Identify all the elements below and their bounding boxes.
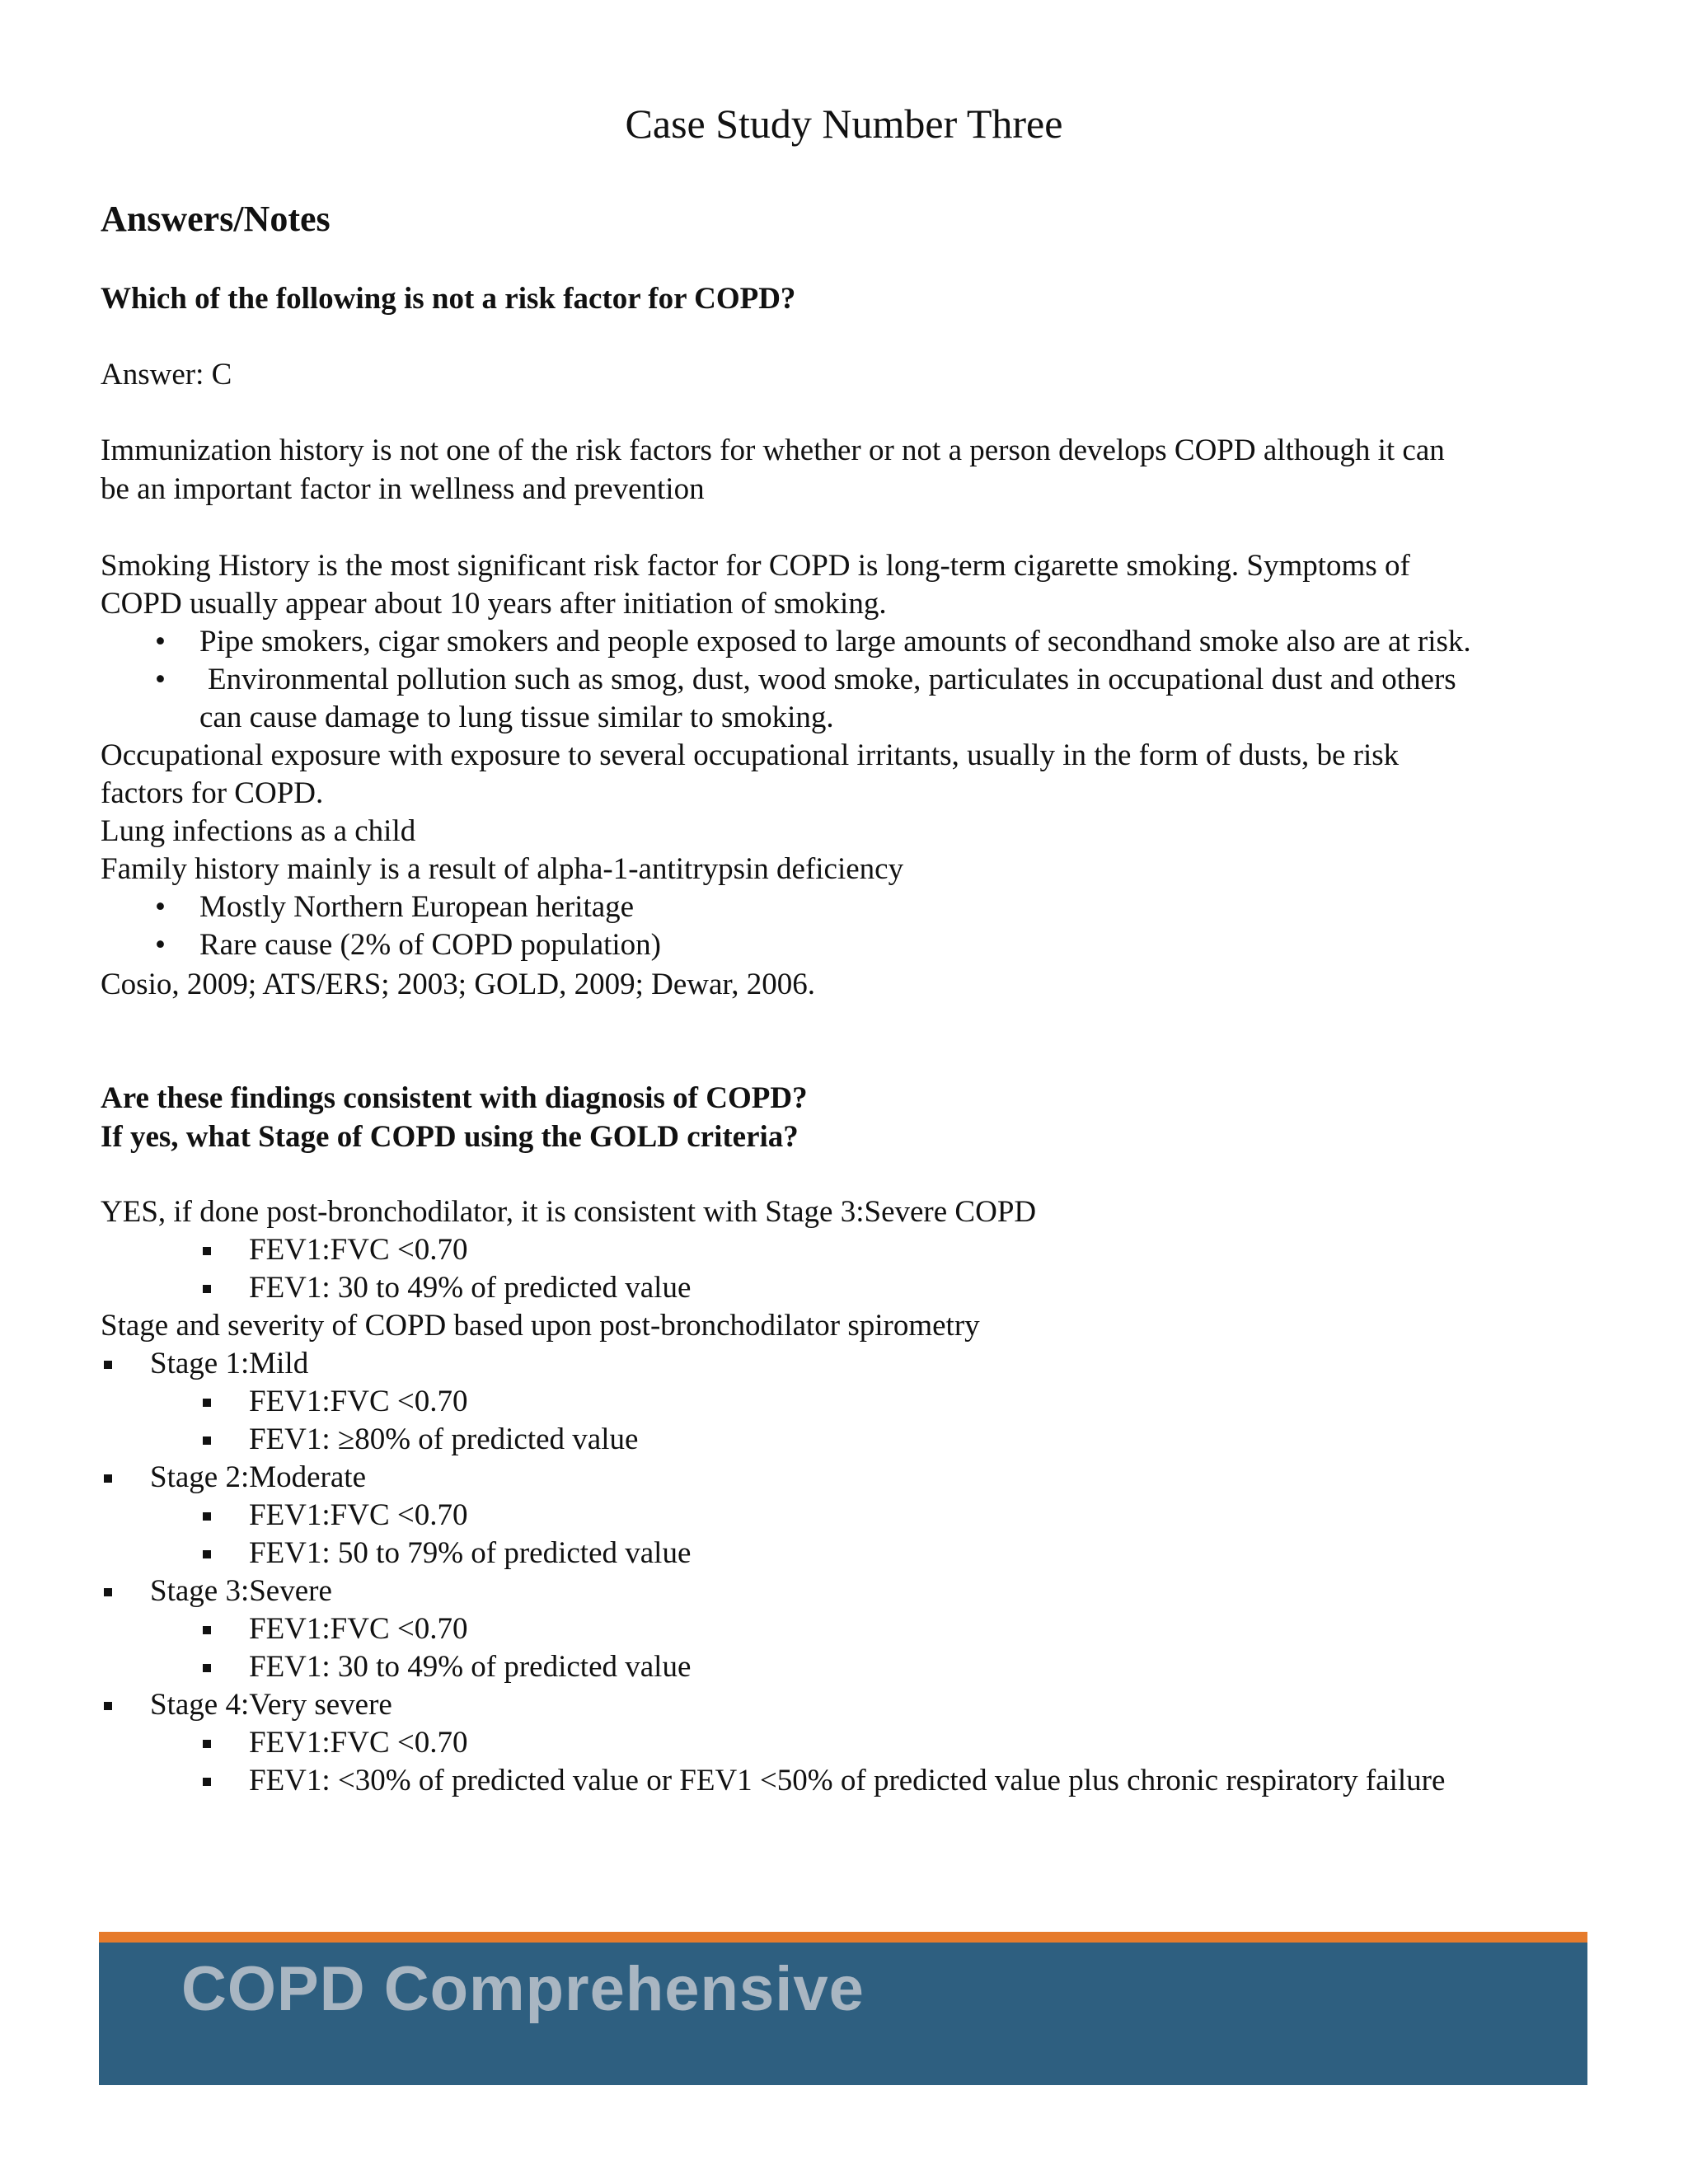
answer-2: YES, if done post-bronchodilator, it is consistent with Stage 3:Severe COPD (101, 1195, 1037, 1229)
square-bullet (104, 1474, 112, 1483)
bullet-environmental-line-1: Environmental pollution such as smog, dust, wood smoke, particulates in occupational dust and others (208, 663, 1456, 696)
stage-2-label: Stage 2:Moderate (150, 1460, 366, 1494)
stage-intro: Stage and severity of COPD based upon post-bronchodilator spirometry (101, 1309, 980, 1343)
stage-2-ratio: FEV1:FVC <0.70 (249, 1498, 468, 1532)
stage-1-label: Stage 1:Mild (150, 1347, 309, 1380)
immunization-line-2: be an important factor in wellness and prevention (101, 472, 705, 506)
answer-1: Answer: C (101, 358, 232, 391)
bullet-dot: • (155, 625, 166, 658)
bullet-dot: • (155, 890, 166, 924)
stage-3-ratio: FEV1:FVC <0.70 (249, 1612, 468, 1646)
square-bullet (203, 1512, 211, 1521)
answer-2-fev1: FEV1: 30 to 49% of predicted value (249, 1271, 692, 1305)
lung-infections: Lung infections as a child (101, 814, 416, 848)
answers-heading: Answers/Notes (101, 199, 331, 239)
bullet-dot: • (155, 663, 166, 696)
stage-4-ratio: FEV1:FVC <0.70 (249, 1726, 468, 1760)
stage-2-fev1: FEV1: 50 to 79% of predicted value (249, 1536, 692, 1570)
stage-1-ratio: FEV1:FVC <0.70 (249, 1385, 468, 1418)
square-bullet (203, 1740, 211, 1748)
bullet-pipe-smokers: Pipe smokers, cigar smokers and people exposed to large amounts of secondhand smoke also are at risk. (199, 625, 1471, 658)
square-bullet (104, 1588, 112, 1596)
banner-logo-text: COPD Comprehensive (181, 1954, 865, 2024)
square-bullet (203, 1399, 211, 1407)
question-1: Which of the following is not a risk factor for COPD? (101, 282, 796, 316)
square-bullet (203, 1626, 211, 1634)
square-bullet (203, 1664, 211, 1672)
occupational-line-1: Occupational exposure with exposure to several occupational irritants, usually in the form of dusts, be risk (101, 738, 1400, 772)
bullet-northern-european: Mostly Northern European heritage (199, 890, 635, 924)
banner-accent-stripe (99, 1932, 1587, 1943)
square-bullet (203, 1778, 211, 1786)
square-bullet (203, 1436, 211, 1445)
square-bullet (203, 1285, 211, 1293)
square-bullet (203, 1247, 211, 1255)
occupational-line-2: factors for COPD. (101, 776, 324, 810)
stage-4-label: Stage 4:Very severe (150, 1688, 392, 1722)
bullet-dot: • (155, 928, 166, 962)
family-history: Family history mainly is a result of alpha-1-antitrypsin deficiency (101, 852, 904, 886)
stage-4-fev1: FEV1: <30% of predicted value or FEV1 <50% of predicted value plus chronic respiratory failure (249, 1764, 1446, 1797)
square-bullet (203, 1550, 211, 1558)
smoking-line-1: Smoking History is the most significant risk factor for COPD is long-term cigarette smoking. Symptoms of (101, 549, 1410, 583)
stage-1-fev1: FEV1: ≥80% of predicted value (249, 1422, 639, 1456)
footer-banner (99, 1932, 1587, 2085)
stage-3-label: Stage 3:Severe (150, 1574, 332, 1608)
square-bullet (104, 1702, 112, 1710)
bullet-environmental-line-2: can cause damage to lung tissue similar to smoking. (199, 701, 834, 734)
page-title: Case Study Number Three (625, 101, 1063, 147)
question-2-line-2: If yes, what Stage of COPD using the GOLD criteria? (101, 1120, 799, 1154)
question-2-line-1: Are these findings consistent with diagnosis of COPD? (101, 1081, 808, 1115)
smoking-line-2: COPD usually appear about 10 years after initiation of smoking. (101, 587, 887, 621)
bullet-rare-cause: Rare cause (2% of COPD population) (199, 928, 662, 962)
immunization-line-1: Immunization history is not one of the risk factors for whether or not a person develops COPD although it can (101, 434, 1445, 467)
square-bullet (104, 1361, 112, 1369)
citation: Cosio, 2009; ATS/ERS; 2003; GOLD, 2009; Dewar, 2006. (101, 968, 816, 1001)
answer-2-ratio: FEV1:FVC <0.70 (249, 1233, 468, 1267)
stage-3-fev1: FEV1: 30 to 49% of predicted value (249, 1650, 692, 1684)
